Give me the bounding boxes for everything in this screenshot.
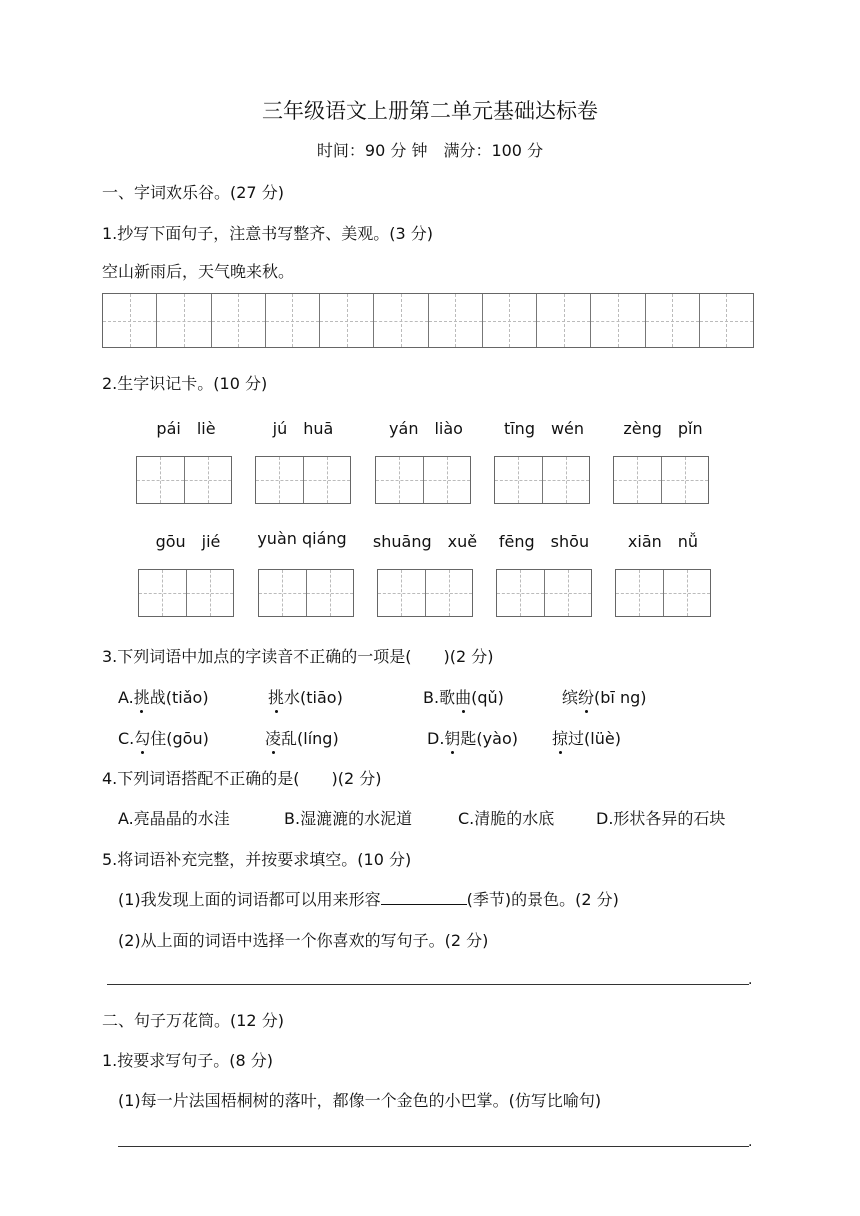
pinyin-label: zèng pǐn [623, 419, 703, 438]
grid-cell[interactable] [266, 294, 320, 347]
q4-option-a[interactable]: A.亮晶晶的水洼 [118, 809, 230, 828]
grid-cell[interactable] [157, 294, 211, 347]
copy-writing-grid[interactable] [102, 293, 754, 348]
char-box[interactable] [613, 456, 709, 504]
q1-sentence: 空山新雨后，天气晚来秋。 [102, 262, 295, 281]
option-text: (qǔ) [471, 688, 504, 707]
grid-cell[interactable] [700, 294, 753, 347]
q3-option-c2 [265, 726, 339, 749]
option-text: 战(tiǎo) [149, 688, 209, 707]
option-text: 水(tiāo) [284, 688, 343, 707]
char-box[interactable] [138, 569, 234, 617]
pinyin-label: yuàn qiáng [257, 529, 347, 548]
q3-option-d[interactable] [427, 726, 518, 749]
dotted-char: 挑 [268, 685, 284, 708]
dotted-char: 曲 [455, 685, 471, 708]
option-text: (bī ng) [594, 688, 647, 707]
answer-period: . [748, 1134, 753, 1150]
option-text: 过(lüè) [568, 729, 621, 748]
dotted-char: 挑 [134, 685, 150, 708]
section1-heading: 一、字词欢乐谷。(27 分) [102, 183, 284, 202]
answer-line[interactable] [107, 984, 749, 985]
grid-cell[interactable] [429, 294, 483, 347]
pinyin-label: fēng shōu [498, 532, 590, 551]
q3-option-b2 [562, 685, 647, 708]
fill-blank[interactable] [381, 890, 467, 905]
q4-option-b[interactable]: B.湿漉漉的水泥道 [284, 809, 413, 828]
char-box[interactable] [494, 456, 590, 504]
dotted-char: 勾 [134, 726, 150, 749]
q3-option-a2 [268, 685, 343, 708]
q5-sub2: (2)从上面的词语中选择一个你喜欢的写句子。(2 分) [118, 931, 489, 950]
q4-option-d[interactable]: D.形状各异的石块 [596, 809, 726, 828]
q3-option-b[interactable] [423, 685, 504, 708]
pinyin-label: gōu jié [155, 532, 221, 551]
pinyin-label: xiān nǚ [627, 532, 699, 551]
pinyin-label: yán liào [389, 419, 463, 438]
grid-cell[interactable] [320, 294, 374, 347]
q3-label: 3.下列词语中加点的字读音不正确的一项是( )(2 分) [102, 647, 494, 666]
grid-cell[interactable] [537, 294, 591, 347]
option-text: 乱(líng) [281, 729, 339, 748]
pinyin-label: jú huā [272, 419, 334, 438]
option-text: A. [118, 688, 134, 707]
section2-heading: 二、句子万花筒。(12 分) [102, 1011, 284, 1030]
grid-cell[interactable] [103, 294, 157, 347]
option-text: 住(gōu) [150, 729, 209, 748]
dotted-char: 纷 [578, 685, 594, 708]
q3-option-a[interactable] [118, 685, 209, 708]
option-text: D. [427, 729, 445, 748]
char-box[interactable] [258, 569, 354, 617]
pinyin-label: pái liè [156, 419, 216, 438]
dotted-char: 凌 [265, 726, 281, 749]
char-box[interactable] [375, 456, 471, 504]
char-box[interactable] [377, 569, 473, 617]
option-text: 匙(yào) [460, 729, 518, 748]
pinyin-label: tīng wén [503, 419, 585, 438]
char-box[interactable] [496, 569, 592, 617]
option-text: B.歌 [423, 688, 456, 707]
char-box[interactable] [255, 456, 351, 504]
option-text: C. [118, 729, 135, 748]
sub-question-text: (季节)的景色。(2 分) [466, 890, 619, 909]
grid-cell[interactable] [212, 294, 266, 347]
s2-q1-label: 1.按要求写句子。(8 分) [102, 1051, 274, 1070]
pinyin-label: shuāng xuě [372, 532, 478, 551]
s2-q1-sub1: (1)每一片法国梧桐树的落叶，都像一个金色的小巴掌。(仿写比喻句) [118, 1091, 602, 1110]
grid-cell[interactable] [591, 294, 645, 347]
q3-option-c[interactable] [118, 726, 209, 749]
grid-cell[interactable] [374, 294, 428, 347]
answer-line[interactable] [118, 1146, 749, 1147]
q4-option-c[interactable]: C.清脆的水底 [458, 809, 555, 828]
option-text: 缤 [562, 688, 579, 707]
q1-label: 1.抄写下面句子，注意书写整齐、美观。(3 分) [102, 224, 434, 243]
q3-option-d2 [552, 726, 621, 749]
q4-label: 4.下列词语搭配不正确的是( )(2 分) [102, 769, 382, 788]
char-box[interactable] [615, 569, 711, 617]
exam-info: 时间：90 分 钟 满分：100 分 [316, 141, 544, 160]
page-title: 三年级语文上册第二单元基础达标卷 [262, 99, 598, 123]
q5-sub1 [118, 887, 619, 910]
dotted-char: 钥 [444, 726, 460, 749]
answer-period: . [748, 972, 753, 988]
dotted-char: 掠 [552, 726, 568, 749]
sub-question-text: (1)我发现上面的词语都可以用来形容 [118, 890, 381, 909]
q5-label: 5.将词语补充完整，并按要求填空。(10 分) [102, 850, 412, 869]
grid-cell[interactable] [646, 294, 700, 347]
grid-cell[interactable] [483, 294, 537, 347]
char-box[interactable] [136, 456, 232, 504]
q2-label: 2.生字识记卡。(10 分) [102, 374, 268, 393]
